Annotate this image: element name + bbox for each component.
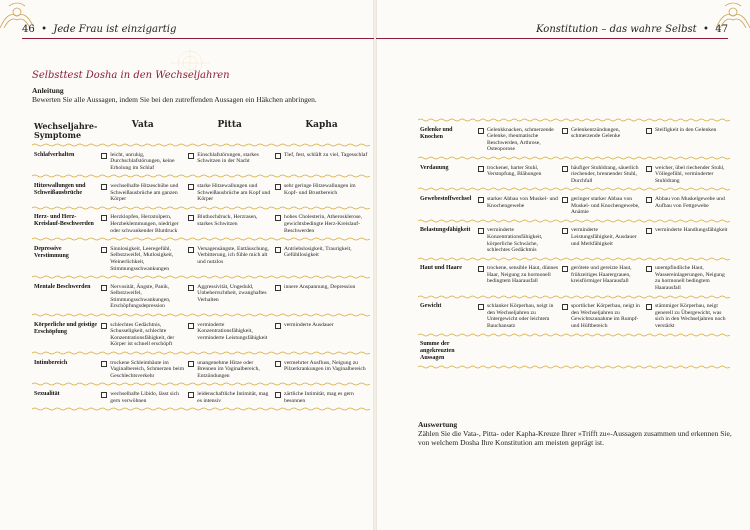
pitta-statement: Aggressivität, Ungeduld, Unbeherrschtheit, zwanghaftes Verhalten <box>197 283 267 303</box>
symptom-label: Intimbereich <box>34 359 68 366</box>
vata-cell <box>476 163 560 188</box>
table-row <box>32 181 370 206</box>
pitta-cell <box>186 150 273 175</box>
kapha-statement: weicher, übel riechender Stuhl, Völlegefühl, verminderter Stuhldrang <box>655 164 725 184</box>
wave-divider-icon <box>32 237 370 241</box>
table-row <box>32 244 370 275</box>
symptom-label: Körperliche und geistige Erschöpfung <box>34 321 97 335</box>
vata-checkbox[interactable] <box>478 197 484 203</box>
vata-header: Vata <box>131 120 154 130</box>
left-page <box>0 0 374 530</box>
vata-statement: trockene Schleimhäute im Vaginalbereich, Schmerzen beim Geschlechtsverkehr <box>110 359 185 379</box>
header-rule <box>22 38 374 39</box>
kapha-checkbox[interactable] <box>275 361 281 367</box>
row-divider <box>32 174 370 181</box>
vata-cell <box>476 194 560 219</box>
left-header <box>22 24 176 35</box>
kapha-statement: verminderte Ausdauer <box>284 321 334 328</box>
row-divider <box>32 313 370 320</box>
vata-cell <box>99 282 186 313</box>
pitta-checkbox[interactable] <box>188 361 194 367</box>
kapha-statement: Antriebslosigkeit, Traurigkeit, Gefühllosigkeit <box>284 245 352 259</box>
row-divider <box>418 187 730 194</box>
kapha-cell <box>644 301 730 332</box>
table-row <box>32 389 370 407</box>
wave-divider-icon <box>32 275 370 279</box>
pitta-cell <box>186 358 273 383</box>
kapha-cell <box>273 320 370 351</box>
table-row <box>32 212 370 237</box>
vata-cell <box>99 244 186 275</box>
pitta-checkbox[interactable] <box>188 215 194 221</box>
pitta-checkbox[interactable] <box>562 228 568 234</box>
vata-statement: Sinnlosigkeit, Leeregefühl, Selbstzweifel, Mutlosigkeit, Weinerlichkeit, Stimmungsschwankungen <box>110 245 174 272</box>
kapha-checkbox[interactable] <box>275 153 281 159</box>
kapha-checkbox[interactable] <box>275 285 281 291</box>
pitta-checkbox[interactable] <box>562 304 568 310</box>
left-page-number: 46 <box>22 24 35 35</box>
vata-checkbox[interactable] <box>101 285 107 291</box>
right-page-number: 47 <box>715 24 728 35</box>
right-header <box>536 24 728 35</box>
vata-checkbox[interactable] <box>101 184 107 190</box>
vata-cell <box>476 125 560 156</box>
pitta-statement: Gelenkentzündungen, schmerzende Gelenke <box>571 126 621 140</box>
pitta-cell <box>560 125 644 156</box>
evaluation-heading: Auswertung <box>418 420 458 429</box>
pitta-statement: gerötete und gereizte Haut, frühzeitiges Haarergrauen, kreisförmiger Haarausfall <box>571 265 632 285</box>
kapha-statement: vermehrter Ausfluss, Neigung zu Pilzerkrankungen im Vaginalbereich <box>284 359 366 373</box>
wave-divider-icon <box>418 365 730 369</box>
kapha-checkbox[interactable] <box>275 215 281 221</box>
vata-cell <box>99 150 186 175</box>
row-divider <box>418 295 730 302</box>
row-divider <box>418 365 730 372</box>
row-divider <box>418 156 730 163</box>
pitta-checkbox[interactable] <box>562 197 568 203</box>
row-divider <box>32 275 370 282</box>
pitta-statement: sportlicher Körperbau, neigt in den Wechseljahren zu Gewichtszunahme im Rumpf- und Hüftbereich <box>571 303 640 330</box>
vata-statement: starker Abbau von Muskel- und Knochengewebe <box>487 195 558 209</box>
table-row <box>32 358 370 383</box>
wave-divider-icon <box>418 333 730 337</box>
pitta-cell <box>560 301 644 332</box>
pitta-statement: häufiger Stuhldrang, säuerlich riechender, brennender Stuhl, Durchfall <box>571 164 639 184</box>
vata-cell <box>476 225 560 256</box>
kapha-statement: sehr geringe Hitzewallungen im Kopf- und Brustbereich <box>284 182 356 196</box>
pitta-checkbox[interactable] <box>188 184 194 190</box>
kapha-checkbox[interactable] <box>646 228 652 234</box>
vata-statement: Nervosität, Ängste, Panik, Selbstzweifel, Stimmungsschwankungen, Erschöpfungsdepression <box>110 283 171 310</box>
wave-divider-icon <box>418 187 730 191</box>
instructions-body: Bewerten Sie alle Aussagen, indem Sie bei den zutreffenden Aussagen ein Häkchen anbringen. <box>32 95 317 104</box>
pitta-cell <box>186 389 273 407</box>
kapha-checkbox[interactable] <box>646 304 652 310</box>
vata-checkbox[interactable] <box>478 266 484 272</box>
wave-divider-icon <box>418 295 730 299</box>
kapha-checkbox[interactable] <box>275 184 281 190</box>
symptom-label: Gelenke und Knochen <box>420 126 453 140</box>
pitta-cell <box>186 244 273 275</box>
section-title: Selbsttest Dosha in den Wechseljahren <box>32 70 230 81</box>
row-divider <box>418 219 730 226</box>
kapha-cell <box>644 163 730 188</box>
vata-cell <box>99 358 186 383</box>
vata-statement: wechselhafte Hitzeschübe und Schweißausbrüche am ganzen Körper <box>110 182 179 203</box>
pitta-statement: unangenehme Hitze oder Brennen im Vaginalbereich, Entzündungen <box>197 359 260 379</box>
kapha-statement: unempfindliche Haut, Wassereinlagerungen, Neigung zu hormonell bedingtem Haarausfall <box>655 265 725 292</box>
vata-checkbox[interactable] <box>101 323 107 329</box>
kapha-cell <box>273 389 370 407</box>
wave-divider-icon <box>32 206 370 210</box>
pitta-statement: Einschlafstörungen, starkes Schwitzen in der Nacht <box>197 151 259 165</box>
kapha-header: Kapha <box>305 120 338 130</box>
symptom-label: Depressive Verstimmung <box>34 245 69 259</box>
kapha-statement: hohes Cholesterin, Atherosklerose, gewichtsbedingte Herz-Kreislauf-Beschwerden <box>284 214 363 234</box>
row-divider <box>418 257 730 264</box>
kapha-statement: Abbau von Muskelgewebe und Aufbau von Fettgewebe <box>655 195 725 209</box>
pitta-statement: Versagensängste, Enttäuschung, Verbitterung, ich fühle mich alt und nutzlos <box>197 245 269 265</box>
symptom-label: Schlafverhalten <box>34 151 75 158</box>
symptom-label: Mentale Beschwerden <box>34 283 91 290</box>
kapha-cell <box>273 358 370 383</box>
vata-checkbox[interactable] <box>478 128 484 134</box>
vata-statement: trockener, harter Stuhl, Verstopfung, Blähungen <box>487 164 542 178</box>
wave-divider-icon <box>32 313 370 317</box>
row-divider <box>418 118 730 125</box>
header-rule <box>376 38 728 39</box>
symptom-label: Summe der angekreuzten Aussagen <box>420 341 455 362</box>
wave-divider-icon <box>32 174 370 178</box>
vata-checkbox[interactable] <box>478 228 484 234</box>
symptom-label: Belastungsfähigkeit <box>420 227 471 234</box>
pitta-checkbox[interactable] <box>562 128 568 134</box>
vata-statement: Herzklopfen, Herzstolpern, Herzbeklemmungen, niedriger oder schwankender Blutdruck <box>110 214 179 234</box>
row-divider <box>32 237 370 244</box>
vata-statement: Gelenkknacken, schmerzende Gelenke, rheumatische Beschwerden, Arthrose, Osteoporose <box>487 126 554 153</box>
symptom-label: Hitzewallungen und Schweißausbrüche <box>34 182 86 196</box>
symptom-label: Gewebestoffwechsel <box>420 195 472 202</box>
left-header-text: Jede Frau ist einzigartig <box>53 24 177 35</box>
symptom-label: Gewicht <box>420 303 442 310</box>
kapha-statement: verminderte Handlungsfähigkeit <box>655 227 728 234</box>
row-divider <box>32 382 370 389</box>
dosha-table-right <box>418 118 730 372</box>
table-row <box>418 194 730 219</box>
table-header-row <box>32 120 370 143</box>
pitta-cell <box>560 263 644 294</box>
wave-divider-icon <box>32 382 370 386</box>
wave-divider-icon <box>32 351 370 355</box>
pitta-cell <box>560 163 644 188</box>
table-row <box>32 282 370 313</box>
left-header-bullet: • <box>41 24 47 35</box>
table-row <box>418 125 730 156</box>
kapha-checkbox[interactable] <box>646 197 652 203</box>
pitta-cell <box>560 225 644 256</box>
kapha-statement: Steifigkeit in den Gelenken <box>655 126 717 133</box>
evaluation-body: Zählen Sie die Vata-, Pitta- oder Kapha-Kreuze Ihrer »Trifft zu«-Aussagen zusammen und erkennen Sie, von welchem Dosha Ihre Konstitution am meisten geprägt ist. <box>418 429 732 447</box>
pitta-checkbox[interactable] <box>188 153 194 159</box>
symptom-header: Wechseljahre-Symptome <box>34 121 98 140</box>
vata-cell <box>99 212 186 237</box>
right-header-text: Konstitution – das wahre Selbst <box>536 24 697 35</box>
instructions <box>32 86 372 104</box>
right-page <box>376 0 750 530</box>
kapha-cell <box>273 244 370 275</box>
wave-divider-icon <box>32 143 370 147</box>
symptom-label: Haut und Haare <box>420 265 462 272</box>
pitta-cell <box>560 339 644 365</box>
symptom-label: Verdauung <box>420 164 449 171</box>
kapha-checkbox[interactable] <box>275 323 281 329</box>
wave-divider-icon <box>418 219 730 223</box>
kapha-statement: zärtliche Intimität, mag es gern besonnen <box>284 391 354 404</box>
pitta-checkbox[interactable] <box>562 166 568 172</box>
kapha-statement: innere Anspannung, Depression <box>284 283 356 290</box>
pitta-statement: Bluthochdruck, Herzrasen, starkes Schwitzen <box>197 214 258 227</box>
vata-cell <box>476 263 560 294</box>
dosha-table-left <box>32 120 370 414</box>
table-row <box>418 301 730 332</box>
pitta-statement: geringer starker Abbau von Muskel- und Knochengewebe, Anämie <box>571 195 640 216</box>
kapha-cell <box>273 212 370 237</box>
vata-statement: schlanker Körperbau, neigt in den Wechseljahren zu Untergewicht oder leichtem Bauchansatz <box>487 303 554 330</box>
kapha-statement: stämmiger Körperbau, neigt generell zu Übergewicht, was sich in den Wechseljahren noch verstärkt <box>655 303 726 330</box>
pitta-cell <box>186 282 273 313</box>
pitta-cell <box>186 181 273 206</box>
wave-divider-icon <box>418 257 730 261</box>
kapha-cell <box>644 225 730 256</box>
pitta-statement: verminderte Leistungsfähigkeit, Ausdauer und Merkfähigkeit <box>571 227 637 247</box>
pitta-statement: starke Hitzewallungen und Schweißausbrüche am Kopf und Körper <box>197 182 271 203</box>
kapha-checkbox[interactable] <box>275 247 281 253</box>
pitta-checkbox[interactable] <box>562 266 568 272</box>
symptom-label: Herz- und Herz-Kreislauf-Beschwerden <box>34 214 94 228</box>
vata-checkbox[interactable] <box>101 392 107 398</box>
vata-checkbox[interactable] <box>478 304 484 310</box>
vata-cell <box>476 339 560 365</box>
vata-statement: leicht, unruhig, Durchschlafstörungen, keine Erholung im Schlaf <box>110 151 175 171</box>
vata-checkbox[interactable] <box>101 361 107 367</box>
vata-cell <box>99 320 186 351</box>
table-row <box>418 339 730 365</box>
vata-statement: verminderte Konzentrationsfähigkeit, körperliche Schwäche, schlechtes Gedächtnis <box>487 227 543 254</box>
pitta-cell <box>560 194 644 219</box>
pitta-checkbox[interactable] <box>188 285 194 291</box>
pitta-header: Pitta <box>217 120 242 130</box>
kapha-cell <box>644 263 730 294</box>
kapha-statement: Tief, fest, schläft zu viel, Tagesschlaf <box>284 151 368 158</box>
vata-checkbox[interactable] <box>101 153 107 159</box>
pitta-cell <box>186 212 273 237</box>
vata-statement: trockene, sensible Haut, dünnes Haar, Neigung zu hormonell bedingtem Haarausfall <box>487 265 558 285</box>
kapha-checkbox[interactable] <box>646 128 652 134</box>
wave-divider-icon <box>418 156 730 160</box>
pitta-cell <box>186 320 273 351</box>
vata-checkbox[interactable] <box>101 215 107 221</box>
vata-statement: wechselhafte Libido, lässt sich gern verwöhnen <box>110 391 179 404</box>
table-row <box>32 320 370 351</box>
row-divider <box>32 143 370 150</box>
pitta-statement: verminderte Konzentrationsfähigkeit, verminderte Leistungsfähigkeit <box>197 321 268 341</box>
pitta-checkbox[interactable] <box>188 323 194 329</box>
row-divider <box>418 333 730 340</box>
wave-divider-icon <box>418 118 730 122</box>
kapha-cell <box>273 181 370 206</box>
kapha-cell <box>273 282 370 313</box>
vata-cell <box>476 301 560 332</box>
pitta-checkbox[interactable] <box>188 392 194 398</box>
kapha-cell <box>644 125 730 156</box>
kapha-cell <box>273 150 370 175</box>
vata-statement: schlechtes Gedächtnis, Schusseligkeit, schlechte Konzentrationsfähigkeit, der Körper ist schnell erschöpft <box>110 321 175 348</box>
vata-cell <box>99 389 186 407</box>
kapha-cell <box>644 194 730 219</box>
symptom-label: Sexualität <box>34 391 60 397</box>
vata-checkbox[interactable] <box>101 247 107 253</box>
kapha-checkbox[interactable] <box>646 166 652 172</box>
row-divider <box>32 407 370 414</box>
table-row <box>32 150 370 175</box>
kapha-checkbox[interactable] <box>646 266 652 272</box>
instructions-heading: Anleitung <box>32 86 64 95</box>
row-divider <box>32 206 370 213</box>
table-row <box>418 225 730 256</box>
vata-cell <box>99 181 186 206</box>
table-row <box>418 263 730 294</box>
kapha-cell <box>644 339 730 365</box>
pitta-checkbox[interactable] <box>188 247 194 253</box>
kapha-checkbox[interactable] <box>275 392 281 398</box>
evaluation <box>418 420 732 447</box>
right-header-bullet: • <box>703 24 709 35</box>
wave-divider-icon <box>32 407 370 411</box>
pitta-statement: leidenschaftliche Intimität, mag es intensiv <box>197 391 269 404</box>
table-row <box>418 163 730 188</box>
row-divider <box>32 351 370 358</box>
vata-checkbox[interactable] <box>478 166 484 172</box>
